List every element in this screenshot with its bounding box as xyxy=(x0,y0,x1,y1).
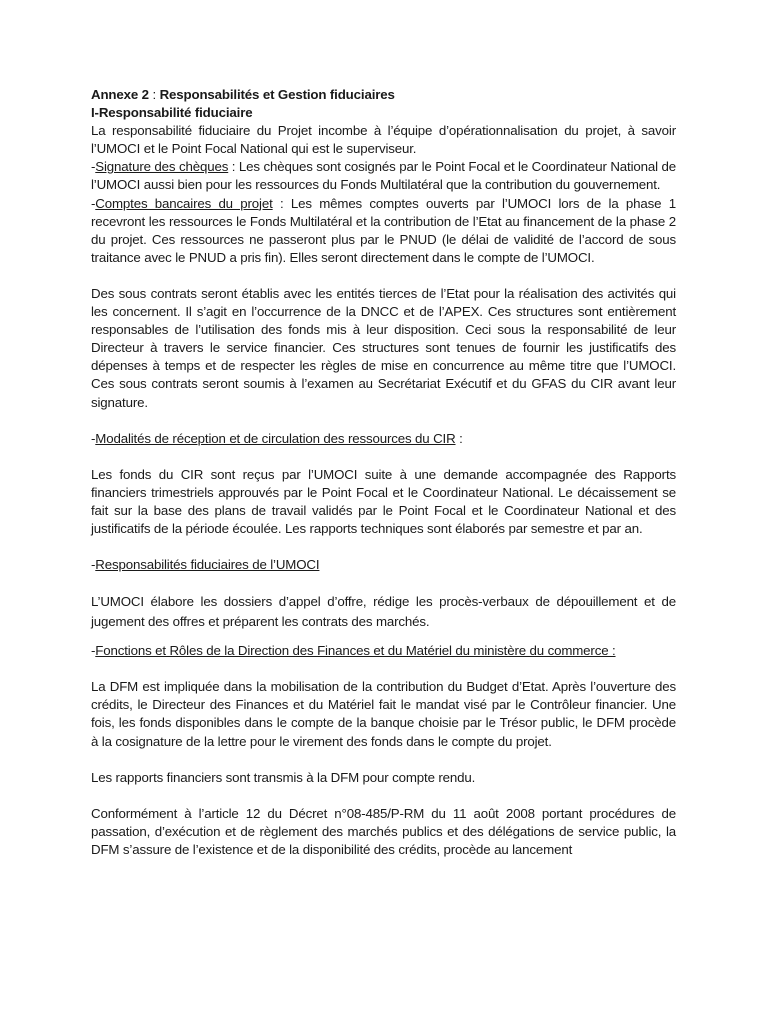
paragraph-conformement: Conformément à l’article 12 du Décret n°08-485/P-RM du 11 août 2008 portant procédures de passation, d’exécution et de règlement des marchés publics et des délégations de service public, la DFM s’assure de l’existence et de la disponibilité des crédits, procède au lancement xyxy=(91,805,676,857)
dash: - xyxy=(91,159,96,175)
heading-responsabilites-umoci xyxy=(91,556,676,574)
spacer xyxy=(91,267,676,285)
spacer xyxy=(91,660,676,678)
responsabilites-umoci-label: Responsabilités fiduciaires de l’UMOCI xyxy=(95,557,320,573)
modalites-suffix: : xyxy=(455,430,463,446)
dash: - xyxy=(91,195,96,211)
spacer xyxy=(91,412,676,430)
fonctions-dfm-label: Fonctions et Rôles de la Direction des Finances et du Matériel du ministère du commerce : xyxy=(95,643,616,659)
annexe-title: Responsabilités et Gestion fiduciaires xyxy=(159,87,395,102)
spacer xyxy=(91,538,676,556)
heading-modalites xyxy=(91,430,676,448)
spacer xyxy=(91,787,676,805)
dash: - xyxy=(91,643,96,659)
document-body xyxy=(91,86,676,859)
dash: - xyxy=(91,557,96,573)
comptes-bancaires-text: : Les mêmes comptes ouverts par l’UMOCI lors de la phase 1 recevront les ressources le Fonds Multilatéral et la contribution de l’Etat au financement de la phase 2 du projet. Ces ressources ne passeront plus par le PNUD (le délai de validité de l’accord de sous traitance avec le PNUD a pris fin). Elles seront directement dans le compte de l’UMOCI. xyxy=(91,195,676,265)
signature-cheques-label: Signature des chèques xyxy=(95,159,229,175)
annexe-heading xyxy=(91,86,676,104)
paragraph-rapports: Les rapports financiers sont transmis à la DFM pour compte rendu. xyxy=(91,769,476,785)
paragraph-signature-cheques xyxy=(91,158,676,194)
paragraph-dfm: La DFM est impliquée dans la mobilisation de la contribution du Budget d’Etat. Après l’ouverture des crédits, le Directeur des Finances et du Matériel fait le mandat visé par le Contrôleur financier. Une fois, les fonds disponibles dans le compte de la banque choisie par le Trésor public, le DFM procède à la cosignature de la lettre pour le virement des fonds dans le compte du projet. xyxy=(91,679,676,749)
heading-fonctions-dfm xyxy=(91,642,676,660)
paragraph-comptes-bancaires xyxy=(91,195,676,267)
comptes-bancaires-label: Comptes bancaires du projet xyxy=(95,195,273,211)
spacer xyxy=(91,632,676,642)
signature-cheques-text: : Les chèques sont cosignés par le Point Focal et le Coordinateur National de l’UMOCI aussi bien pour les ressources du Fonds Multilatéral que la contribution du gouvernement. xyxy=(91,159,676,193)
spacer xyxy=(91,574,676,592)
annexe-separator: : xyxy=(148,87,160,102)
paragraph-sous-contrats: Des sous contrats seront établis avec les entités tierces de l’Etat pour la réalisation des activités qui les concernent. Il s’agit en l’occurrence de la DNCC et de l’APEX. Ces structures sont entièrement responsables de l’utilisation des fonds mis à leur disposition. Ceci sous la responsabilité de leur Directeur à travers le service financier. Ces structures sont tenues de fournir les justificatifs des dépenses à temps et de respecter les règles de mise en concurrence au même titre que l’UMOCI. Ces sous contrats seront soumis à l’examen au Secrétariat Exécutif et du GFAS du CIR avant leur signature. xyxy=(91,285,676,410)
paragraph-intro: La responsabilité fiduciaire du Projet incombe à l’équipe d’opérationnalisation du projet, à savoir l’UMOCI et le Point Focal National qui est le superviseur. xyxy=(91,123,676,157)
paragraph-umoci: L’UMOCI élabore les dossiers d’appel d’offre, rédige les procès-verbaux de dépouillement et de jugement des offres et préparent les contrats des marchés. xyxy=(91,594,676,630)
dash: - xyxy=(91,430,96,446)
section-title: I-Responsabilité fiduciaire xyxy=(91,105,253,121)
modalites-label: Modalités de réception et de circulation des ressources du CIR xyxy=(95,430,456,446)
paragraph-fonds-cir: Les fonds du CIR sont reçus par l’UMOCI suite à une demande accompagnée des Rapports financiers trimestriels approuvés par le Point Focal et le Coordinateur National. Le décaissement se fait sur la base des plans de travail validés par le Point Focal et le Coordinateur National et des justificatifs de la période écoulée. Les rapports techniques sont élaborés par semestre et par an. xyxy=(91,466,676,536)
spacer xyxy=(91,448,676,466)
spacer xyxy=(91,751,676,769)
annexe-label: Annexe 2 xyxy=(91,87,149,102)
